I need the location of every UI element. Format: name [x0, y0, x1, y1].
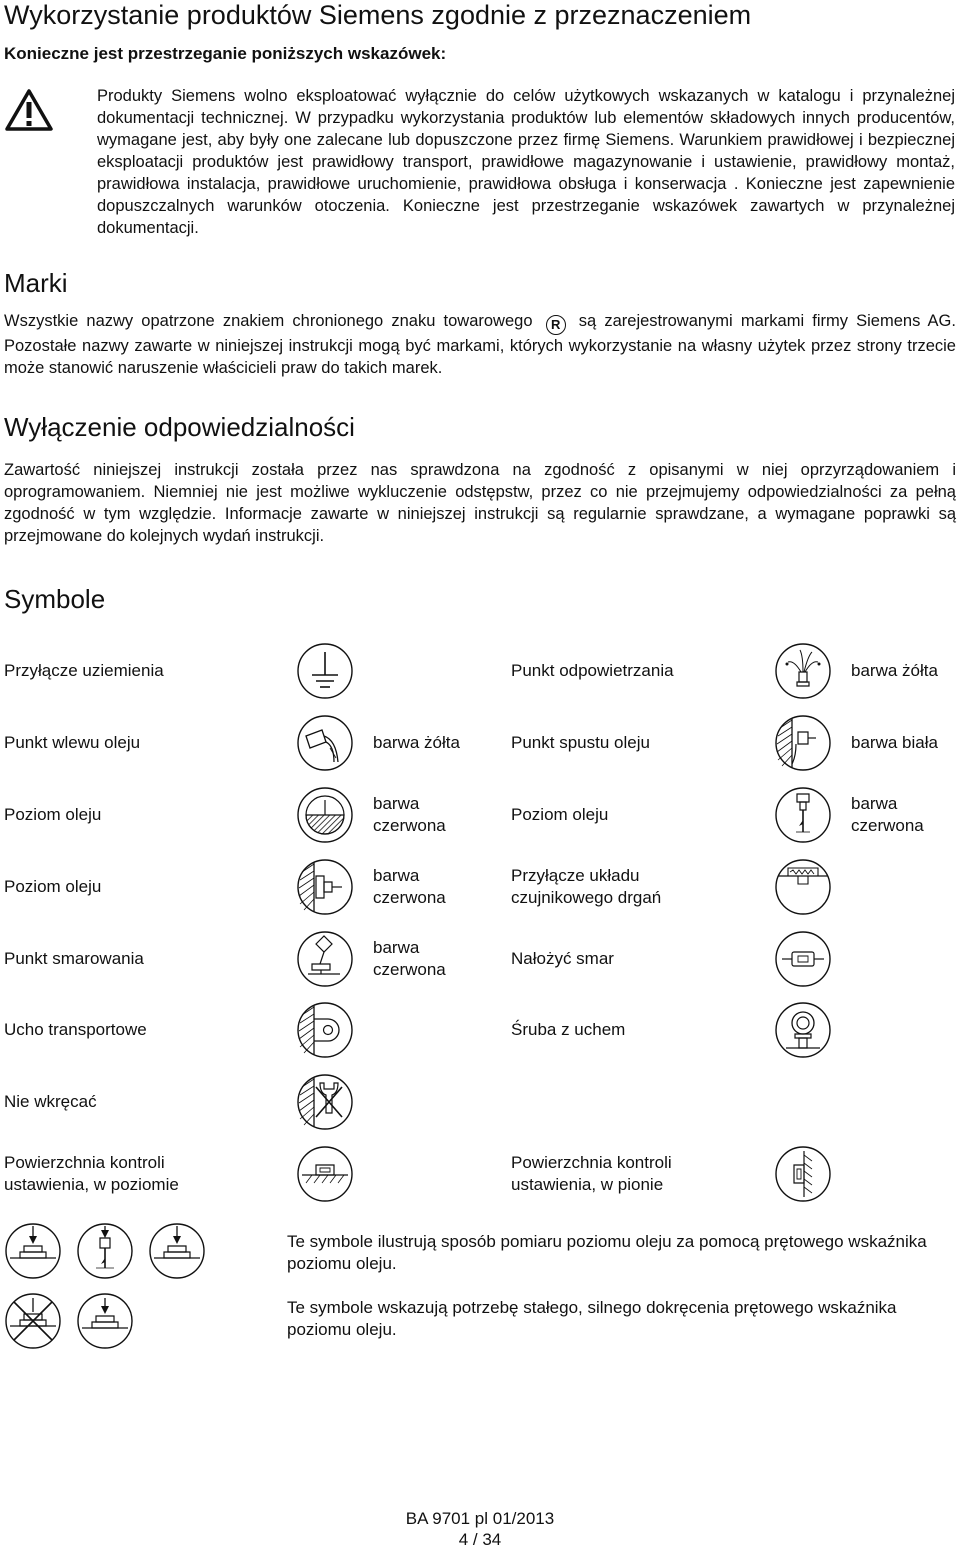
symbol-label-ground: Przyłącze uziemienia — [4, 661, 164, 680]
oil-drain-point-icon — [774, 714, 832, 772]
dipstick-measure-icon-1 — [4, 1222, 62, 1280]
footer-doc-id: BA 9701 pl 01/2013 — [405, 1509, 555, 1528]
oil-fill-point-icon — [296, 714, 354, 772]
oil-level-side-icon — [296, 858, 354, 916]
symbol-label-grease: Nałożyć smar — [511, 949, 614, 968]
symbol-label-horizontal: Powierzchnia kontroli ustawienia, w poziomie — [4, 1153, 179, 1194]
symbol-label-vibration: Przyłącze układu czujnikowego drgań — [511, 866, 662, 907]
marki-text-before: Wszystkie nazwy opatrzone znakiem chronionego znaku towarowego — [4, 312, 533, 330]
eye-bolt-icon — [774, 1001, 832, 1059]
symbol-color-oil-level-2: barwa czerwona — [851, 794, 924, 835]
symbol-label-no-screw: Nie wkręcać — [4, 1092, 97, 1111]
oil-level-sight-glass-icon — [296, 786, 354, 844]
ground-connection-icon — [296, 642, 354, 700]
warning-triangle-icon — [4, 88, 54, 132]
horizontal-alignment-surface-icon — [296, 1145, 354, 1203]
symbol-label-oil-level-1: Poziom oleju — [4, 805, 102, 824]
dipstick-measure-icon-2 — [76, 1222, 134, 1280]
symbol-label-lifting-lug: Ucho transportowe — [4, 1020, 147, 1039]
dipstick-no-tighten-icon — [4, 1292, 62, 1350]
lubrication-point-icon — [296, 930, 354, 988]
registered-trademark-icon: R — [546, 315, 566, 335]
marki-text — [4, 310, 956, 379]
symbol-label-oil-fill: Punkt wlewu oleju — [4, 733, 141, 752]
marki-text-after: są zarejestrowanymi markami firmy Siemens AG. Pozostałe nazwy zawarte w niniejszej instrukcji mogą być markami, których wykorzystanie na własny użytek przez strony trzecie może stanowić naruszenie właścicieli praw do takich marek. — [4, 312, 956, 377]
symbol-color-oil-fill: barwa żółta — [373, 733, 460, 752]
page-title: Wykorzystanie produktów Siemens zgodnie z przeznaczeniem — [4, 0, 752, 30]
vertical-alignment-surface-icon — [774, 1145, 832, 1203]
symbols-note-measure: Te symbole ilustrują sposób pomiaru poziomu oleju za pomocą prętowego wskaźnika poziomu oleju. — [287, 1232, 927, 1273]
usage-text: Produkty Siemens wolno eksploatować wyłącznie do celów użytkowych wskazanych w katalogu i przynależnej dokumentacji technicznej. W przypadku wykorzystania produktów lub elementów składowych innych producentów, wymagane jest, aby były one zalecane lub dopuszczone przez firmę Siemens. Warunkiem prawidłowej i bezpiecznej eksploatacji produktów jest prawidłowy transport, prawidłowe magazynowanie i ustawienie, prawidłowy montaż, prawidłowa instalacja, prawidłowe uruchomienie, prawidłowa obsługa i konserwacja . Konieczne jest zapewnienie dopuszczalnych warunków otoczenia. Konieczne jest przestrzeganie wskazówek zawartych w przynależnej dokumentacji. — [97, 87, 955, 237]
disclaimer-text: Zawartość niniejszej instrukcji została przez nas sprawdzona na zgodność z opisanymi w niej oprzyrządowaniem i oprogramowaniem. Niemniej nie jest możliwe wykluczenie odstępstw, przez co nie przejmujemy odpowiedzialności za pełną zgodność w tym względzie. Informacje zawarte w niniejszej instrukcji są regularnie sprawdzane, a wymagane poprawki są przejmowane do kolejnych wydań instrukcji. — [4, 461, 956, 545]
lifting-lug-icon — [296, 1001, 354, 1059]
symbol-label-lubrication: Punkt smarowania — [4, 949, 144, 968]
symbol-color-lubrication: barwa czerwona — [373, 938, 446, 979]
symbol-label-eye-bolt: Śruba z uchem — [511, 1020, 626, 1039]
vibration-sensor-icon — [774, 858, 832, 916]
footer-page-number: 4 / 34 — [458, 1530, 502, 1549]
oil-level-dipstick-icon — [774, 786, 832, 844]
symbol-label-oil-level-3: Poziom oleju — [4, 877, 102, 896]
symbol-color-vent: barwa żółta — [851, 661, 938, 680]
symbol-color-oil-level-3: barwa czerwona — [373, 866, 446, 907]
dipstick-measure-icon-3 — [148, 1222, 206, 1280]
do-not-screw-icon — [296, 1073, 354, 1131]
symbol-label-vent: Punkt odpowietrzania — [511, 661, 674, 680]
symbol-label-oil-level-2: Poziom oleju — [511, 805, 609, 824]
symbol-color-oil-drain: barwa biała — [851, 733, 938, 752]
marki-heading: Marki — [4, 268, 68, 298]
apply-grease-icon — [774, 930, 832, 988]
usage-subtitle: Konieczne jest przestrzeganie poniższych wskazówek: — [4, 44, 447, 63]
vent-point-icon — [774, 642, 832, 700]
symbols-note-tighten: Te symbole wskazują potrzebę stałego, silnego dokręcenia prętowego wskaźnika poziomu oleju. — [287, 1298, 897, 1339]
dipstick-tighten-icon — [76, 1292, 134, 1350]
disclaimer-heading: Wyłączenie odpowiedzialności — [4, 412, 355, 442]
symbols-heading: Symbole — [4, 584, 106, 614]
symbol-color-oil-level-1: barwa czerwona — [373, 794, 446, 835]
symbol-label-oil-drain: Punkt spustu oleju — [511, 733, 650, 752]
symbol-label-vertical: Powierzchnia kontroli ustawienia, w pionie — [511, 1153, 672, 1194]
